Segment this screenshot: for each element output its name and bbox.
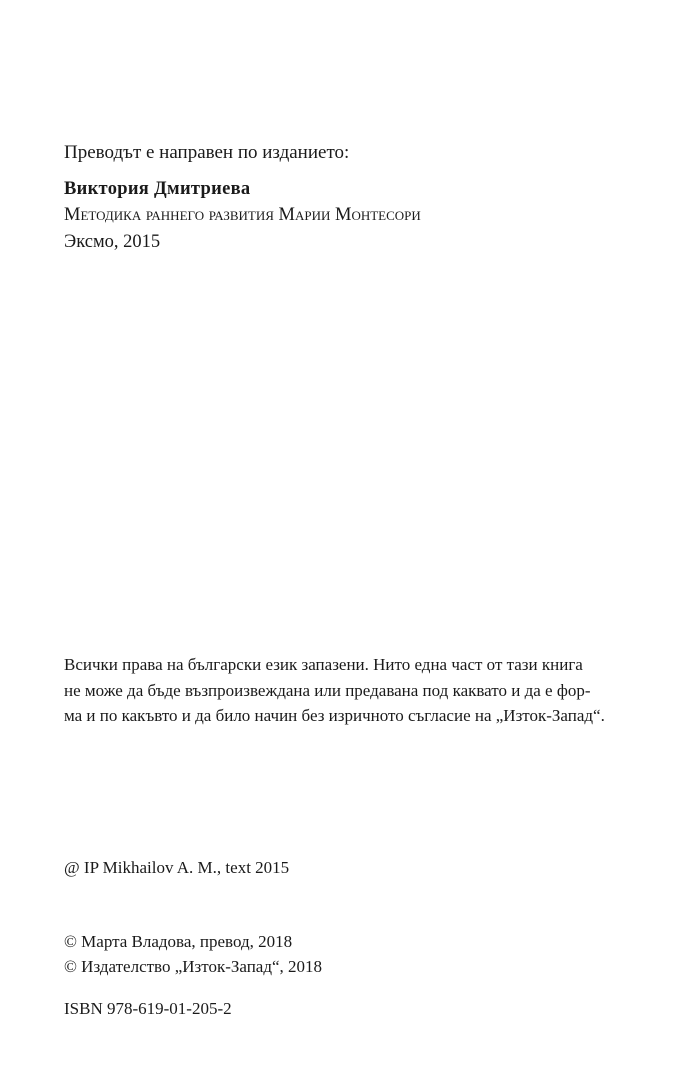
- original-author: Виктория Дмитриева: [64, 179, 251, 199]
- rights-line: не може да бъде възпроизвеждана или предавана под каквато и да е фор-: [64, 680, 591, 700]
- isbn: ISBN 978-619-01-205-2: [64, 999, 232, 1018]
- copyright-translation: © Марта Владова, превод, 2018: [64, 932, 293, 951]
- original-title: Методика раннего развития Марии Монтесори: [64, 205, 421, 225]
- copyright-publisher: © Издателство „Изток-Запад“, 2018: [64, 957, 323, 976]
- rights-line: Всички права на български език запазени. Нито една част от тази книга: [64, 655, 583, 674]
- source-edition-label: Преводът е направен по изданието:: [64, 142, 350, 163]
- rights-notice: [64, 652, 624, 729]
- original-publisher: Эксмо, 2015: [64, 232, 161, 252]
- copyright-original-text: @ IP Mikhailov A. M., text 2015: [64, 858, 290, 877]
- rights-line: ма и по какъвто и да било начин без изричното съгласие на „Изток-Запад“.: [64, 706, 605, 725]
